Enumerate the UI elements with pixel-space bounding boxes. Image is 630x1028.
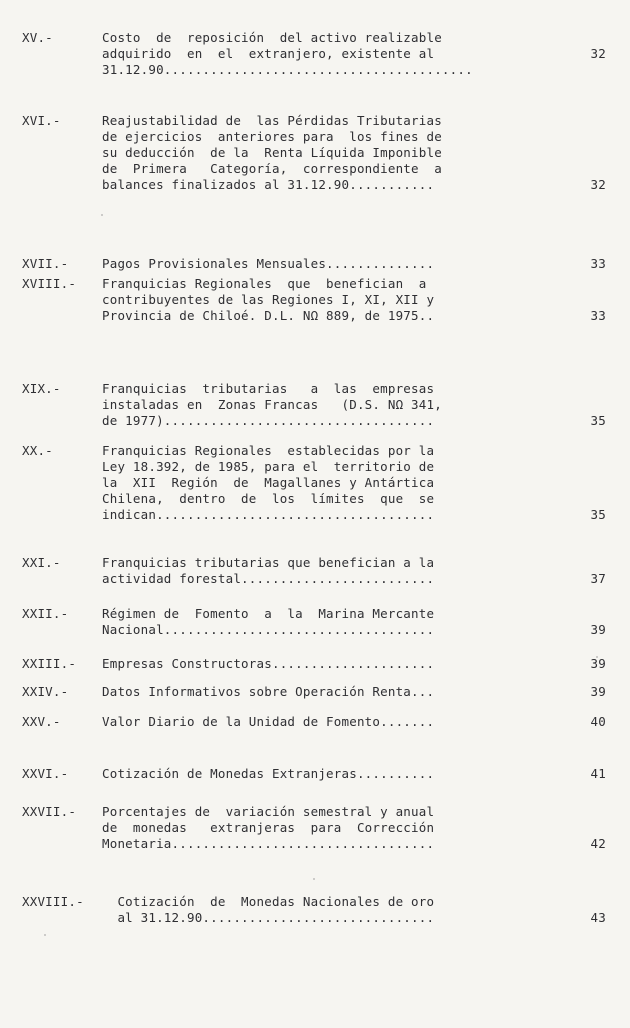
toc-entry xyxy=(0,894,630,926)
toc-entry-number: XXVI.- xyxy=(22,766,69,781)
toc-entry-number: XVII.- xyxy=(22,256,69,271)
toc-entry-page-number: 43 xyxy=(590,910,606,925)
toc-entry-page-number: 32 xyxy=(590,177,606,192)
toc-entry-number: XX.- xyxy=(22,443,53,458)
toc-entry-number: XXVII.- xyxy=(22,804,77,819)
toc-entry-page-number: 39 xyxy=(590,656,606,671)
toc-entry-page-number: 42 xyxy=(590,836,606,851)
toc-entry-number: XXV.- xyxy=(22,714,61,729)
toc-entry xyxy=(0,714,630,730)
toc-entry xyxy=(0,113,630,193)
toc-entry-title-line: Pagos Provisionales Mensuales.............. xyxy=(102,256,435,271)
toc-entry xyxy=(0,30,630,78)
toc-entry-title-line: Régimen de Fomento a la Marina Mercante xyxy=(102,606,435,621)
toc-entry xyxy=(0,276,630,324)
toc-entry-number: XXIII.- xyxy=(22,656,77,671)
toc-entry xyxy=(0,256,630,272)
toc-entry-page-number: 39 xyxy=(590,684,606,699)
toc-entry-title-line: Valor Diario de la Unidad de Fomento....... xyxy=(102,714,435,729)
toc-entry-title-line: de Primera Categoría, correspondiente a xyxy=(102,161,442,176)
toc-entry xyxy=(0,443,630,523)
toc-entry-title-line: Cotización de Monedas Nacionales de oro xyxy=(102,894,435,909)
toc-entry-page-number: 37 xyxy=(590,571,606,586)
toc-entry-title-line: Chilena, dentro de los límites que se xyxy=(102,491,435,506)
toc-entry-title-line: Nacional................................... xyxy=(102,622,435,637)
toc-entry-title-line: Franquicias tributarias a las empresas xyxy=(102,381,435,396)
toc-entry-title-line: al 31.12.90.............................. xyxy=(102,910,435,925)
toc-entry-title-line: Franquicias Regionales que benefician a xyxy=(102,276,427,291)
toc-entry-title-line: la XII Región de Magallanes y Antártica xyxy=(102,475,435,490)
toc-entry-title-line: 31.12.90........................................ xyxy=(102,62,473,77)
toc-entry-title-line: adquirido en el extranjero, existente al xyxy=(102,46,435,61)
scan-speck xyxy=(101,214,103,216)
toc-entry xyxy=(0,804,630,852)
toc-entry-title-line: de monedas extranjeras para Corrección xyxy=(102,820,435,835)
toc-entry-page-number: 33 xyxy=(590,256,606,271)
toc-entry xyxy=(0,684,630,700)
toc-entry-title-line: de ejercicios anteriores para los fines de xyxy=(102,129,442,144)
toc-entry-title-line: Provincia de Chiloé. D.L. NΩ 889, de 1975.. xyxy=(102,308,435,323)
toc-entry-title-line: Ley 18.392, de 1985, para el territorio de xyxy=(102,459,435,474)
toc-entry-title-line: Porcentajes de variación semestral y anual xyxy=(102,804,435,819)
toc-entry-title-line: Costo de reposición del activo realizable xyxy=(102,30,442,45)
toc-entry-page-number: 40 xyxy=(590,714,606,729)
toc-entry xyxy=(0,555,630,587)
toc-entry-title-line: Cotización de Monedas Extranjeras.......... xyxy=(102,766,435,781)
toc-entry-number: XIX.- xyxy=(22,381,61,396)
toc-entry-page-number: 39 xyxy=(590,622,606,637)
toc-entry-title-line: Franquicias tributarias que benefician a la xyxy=(102,555,435,570)
toc-entry-number: XVI.- xyxy=(22,113,61,128)
toc-entry-title-line: indican.................................... xyxy=(102,507,435,522)
toc-entry-number: XXI.- xyxy=(22,555,61,570)
toc-entry-number: XVIII.- xyxy=(22,276,77,291)
toc-entry-title-line: Monetaria.................................. xyxy=(102,836,435,851)
toc-entry xyxy=(0,766,630,782)
toc-entry-page-number: 41 xyxy=(590,766,606,781)
toc-entry xyxy=(0,381,630,429)
toc-entry-title-line: contribuyentes de las Regiones I, XI, XII y xyxy=(102,292,435,307)
toc-entry-number: XXIV.- xyxy=(22,684,69,699)
toc-entry-page-number: 33 xyxy=(590,308,606,323)
toc-entry-page-number: 35 xyxy=(590,507,606,522)
toc-entry-page-number: 32 xyxy=(590,46,606,61)
toc-entry-title-line: Datos Informativos sobre Operación Renta... xyxy=(102,684,435,699)
toc-entry xyxy=(0,656,630,672)
toc-entry-title-line: su deducción de la Renta Líquida Imponible xyxy=(102,145,442,160)
toc-entry-page-number: 35 xyxy=(590,413,606,428)
toc-entry-title-line: actividad forestal......................... xyxy=(102,571,435,586)
toc-entry xyxy=(0,606,630,638)
toc-entry-title-line: Empresas Constructoras..................... xyxy=(102,656,435,671)
toc-entry-number: XXVIII.- xyxy=(22,894,84,909)
toc-entry-number: XV.- xyxy=(22,30,53,45)
toc-entry-title-line: balances finalizados al 31.12.90........... xyxy=(102,177,435,192)
scan-speck xyxy=(313,878,315,880)
toc-entry-title-line: instaladas en Zonas Francas (D.S. NΩ 341, xyxy=(102,397,442,412)
toc-entry-number: XXII.- xyxy=(22,606,69,621)
toc-entry-title-line: Reajustabilidad de las Pérdidas Tributarias xyxy=(102,113,442,128)
toc-entry-title-line: de 1977)................................... xyxy=(102,413,435,428)
scan-speck xyxy=(44,934,46,936)
toc-entry-title-line: Franquicias Regionales establecidas por la xyxy=(102,443,435,458)
